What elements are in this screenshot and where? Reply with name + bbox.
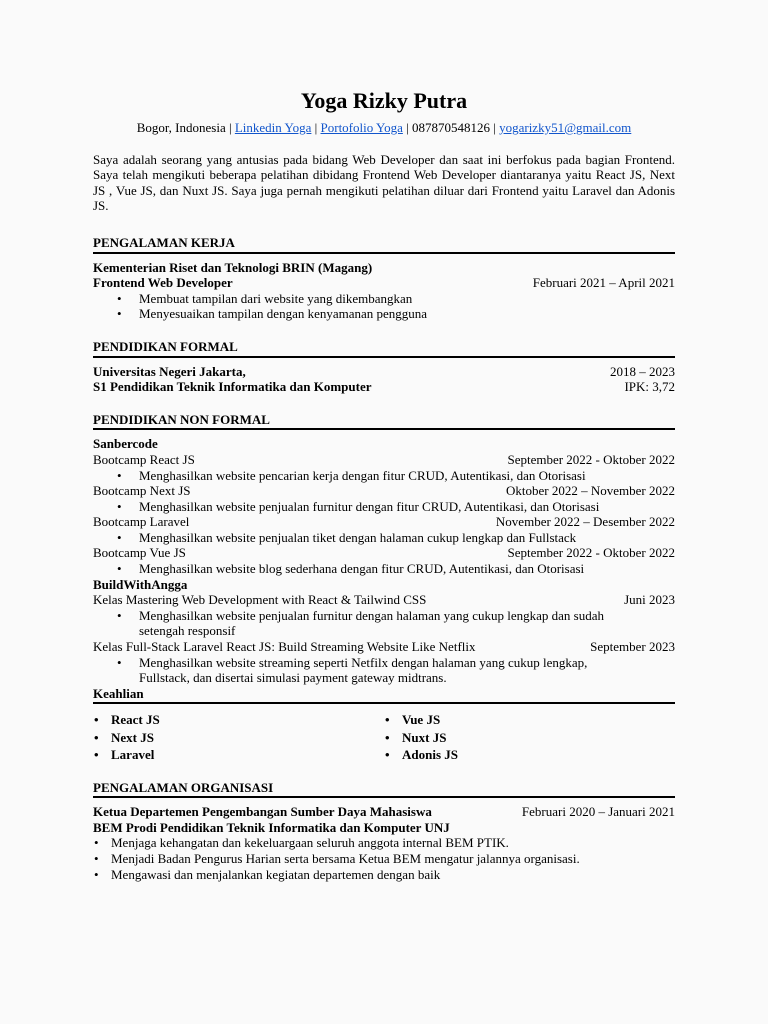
organization-entry [93,804,675,882]
course-points [93,530,675,546]
section-title-skills: Keahlian [93,686,675,705]
course-row [93,452,675,468]
list-item: • Menghasilkan website pencarian kerja dengan fitur CRUD, Autentikasi, dan Otorisasi [93,468,675,484]
skill-item: • Next JS [93,730,384,747]
list-item: • Menghasilkan website blog sederhana dengan fitur CRUD, Autentikasi, dan Otorisasi [93,561,675,577]
list-item: • Menghasilkan website penjualan tiket dengan halaman cukup lengkap dan Fullstack [93,530,675,546]
skills-right [384,712,675,763]
experience-date: Februari 2021 – April 2021 [532,275,675,291]
list-item: • Menghasilkan website penjualan furnitur dengan halaman yang cukup lengkap dan sudah setengah responsif [93,608,675,639]
location: Bogor, Indonesia [136,120,226,135]
course-name: Bootcamp Vue JS [93,545,186,561]
resume-content [93,88,675,882]
skill-item: • Laravel [93,747,384,764]
course-points [93,468,675,484]
provider-buildwithangga: BuildWithAngga [93,576,188,592]
course-date: September 2023 [590,639,675,655]
experience-points [93,291,675,322]
course-row [93,639,675,655]
skill-item: • Vue JS [384,712,675,729]
email-link[interactable]: yogarizky51@gmail.com [499,120,632,135]
course-date: September 2022 - Oktober 2022 [507,451,675,467]
education-program-row [93,379,675,395]
organization-points [93,835,675,882]
separator: | [402,120,412,135]
list-item: • Membuat tampilan dari website yang dikembangkan [93,291,675,307]
education-gpa: IPK: 3,72 [624,379,675,395]
education-program: S1 Pendidikan Teknik Informatika dan Komputer [93,379,372,395]
course-row [93,514,675,530]
list-item: • Menghasilkan website penjualan furnitur dengan fitur CRUD, Autentikasi, dan Otorisasi [93,499,675,515]
separator: | [225,120,235,135]
list-item: • Mengawasi dan menjalankan kegiatan departemen dengan baik [93,867,675,883]
linkedin-link[interactable]: Linkedin Yoga [234,120,312,135]
skill-item: • React JS [93,712,384,729]
section-title-education: PENDIDIKAN FORMAL [93,339,675,358]
skills-left [93,712,384,763]
education-school-row [93,364,675,380]
experience-entry [93,260,675,322]
organization-role: Ketua Departemen Pengembangan Sumber Daya Mahasiswa [93,804,432,820]
course-date: Juni 2023 [624,592,675,608]
experience-role-row [93,275,675,291]
course-points [93,499,675,515]
course-date: November 2022 – Desember 2022 [495,514,675,530]
course-row [93,592,675,608]
course-row [93,545,675,561]
course-name: Bootcamp React JS [93,451,195,467]
course-points [93,561,675,577]
course-name: Kelas Full-Stack Laravel React JS: Build Streaming Website Like Netflix [93,639,476,655]
list-item: • Menghasilkan website streaming seperti Netfilx dengan halaman yang cukup lengkap, Fullstack, dan disertai simulasi payment gateway midtrans. [93,655,675,686]
separator: | [311,120,321,135]
summary-paragraph: Saya adalah seorang yang antusias pada bidang Web Developer dan saat ini berfokus pada bagian Frontend. Saya telah mengikuti beberapa pelatihan dibidang Frontend Web Developer diantaranya yaitu React JS, Next JS , Vue JS, dan Nuxt JS. Saya juga pernah mengikuti pelatihan diluar dari Frontend yaitu Laravel dan Adonis JS. [93,151,675,214]
skill-item: • Adonis JS [384,747,675,764]
phone-number: 087870548126 [411,120,490,135]
list-item: • Menjadi Badan Pengurus Harian serta bersama Ketua BEM mengatur jalannya organisasi. [93,851,675,867]
candidate-name: Yoga Rizky Putra [300,88,468,113]
skills-grid [93,712,675,763]
course-points [93,608,675,639]
organization-date: Februari 2020 – Januari 2021 [521,804,675,820]
separator: | [489,120,500,135]
education-years: 2018 – 2023 [610,363,675,379]
organization-name: BEM Prodi Pendidikan Teknik Informatika dan Komputer UNJ [93,819,450,835]
section-title-experience: PENGALAMAN KERJA [93,235,675,254]
section-title-organization: PENGALAMAN ORGANISASI [93,780,675,799]
education-school: Universitas Negeri Jakarta, [93,363,246,379]
course-name: Bootcamp Next JS [93,483,191,499]
organization-role-row [93,804,675,820]
education-entry [93,364,675,395]
provider-sanbercode: Sanbercode [93,436,158,452]
portfolio-link[interactable]: Portofolio Yoga [320,120,403,135]
course-name: Bootcamp Laravel [93,514,190,530]
experience-role: Frontend Web Developer [93,275,233,291]
course-date: Oktober 2022 – November 2022 [506,483,675,499]
skill-item: • Nuxt JS [384,730,675,747]
section-title-nonformal: PENDIDIKAN NON FORMAL [93,412,675,431]
course-points [93,655,675,686]
contact-line [93,120,675,136]
experience-org: Kementerian Riset dan Teknologi BRIN (Magang) [93,259,373,275]
list-item: • Menyesuaikan tampilan dengan kenyamanan pengguna [93,306,675,322]
course-row [93,483,675,499]
nonformal-entries [93,436,675,686]
course-date: September 2022 - Oktober 2022 [507,545,675,561]
course-name: Kelas Mastering Web Development with React & Tailwind CSS [93,592,427,608]
list-item: • Menjaga kehangatan dan kekeluargaan seluruh anggota internal BEM PTIK. [93,835,675,851]
